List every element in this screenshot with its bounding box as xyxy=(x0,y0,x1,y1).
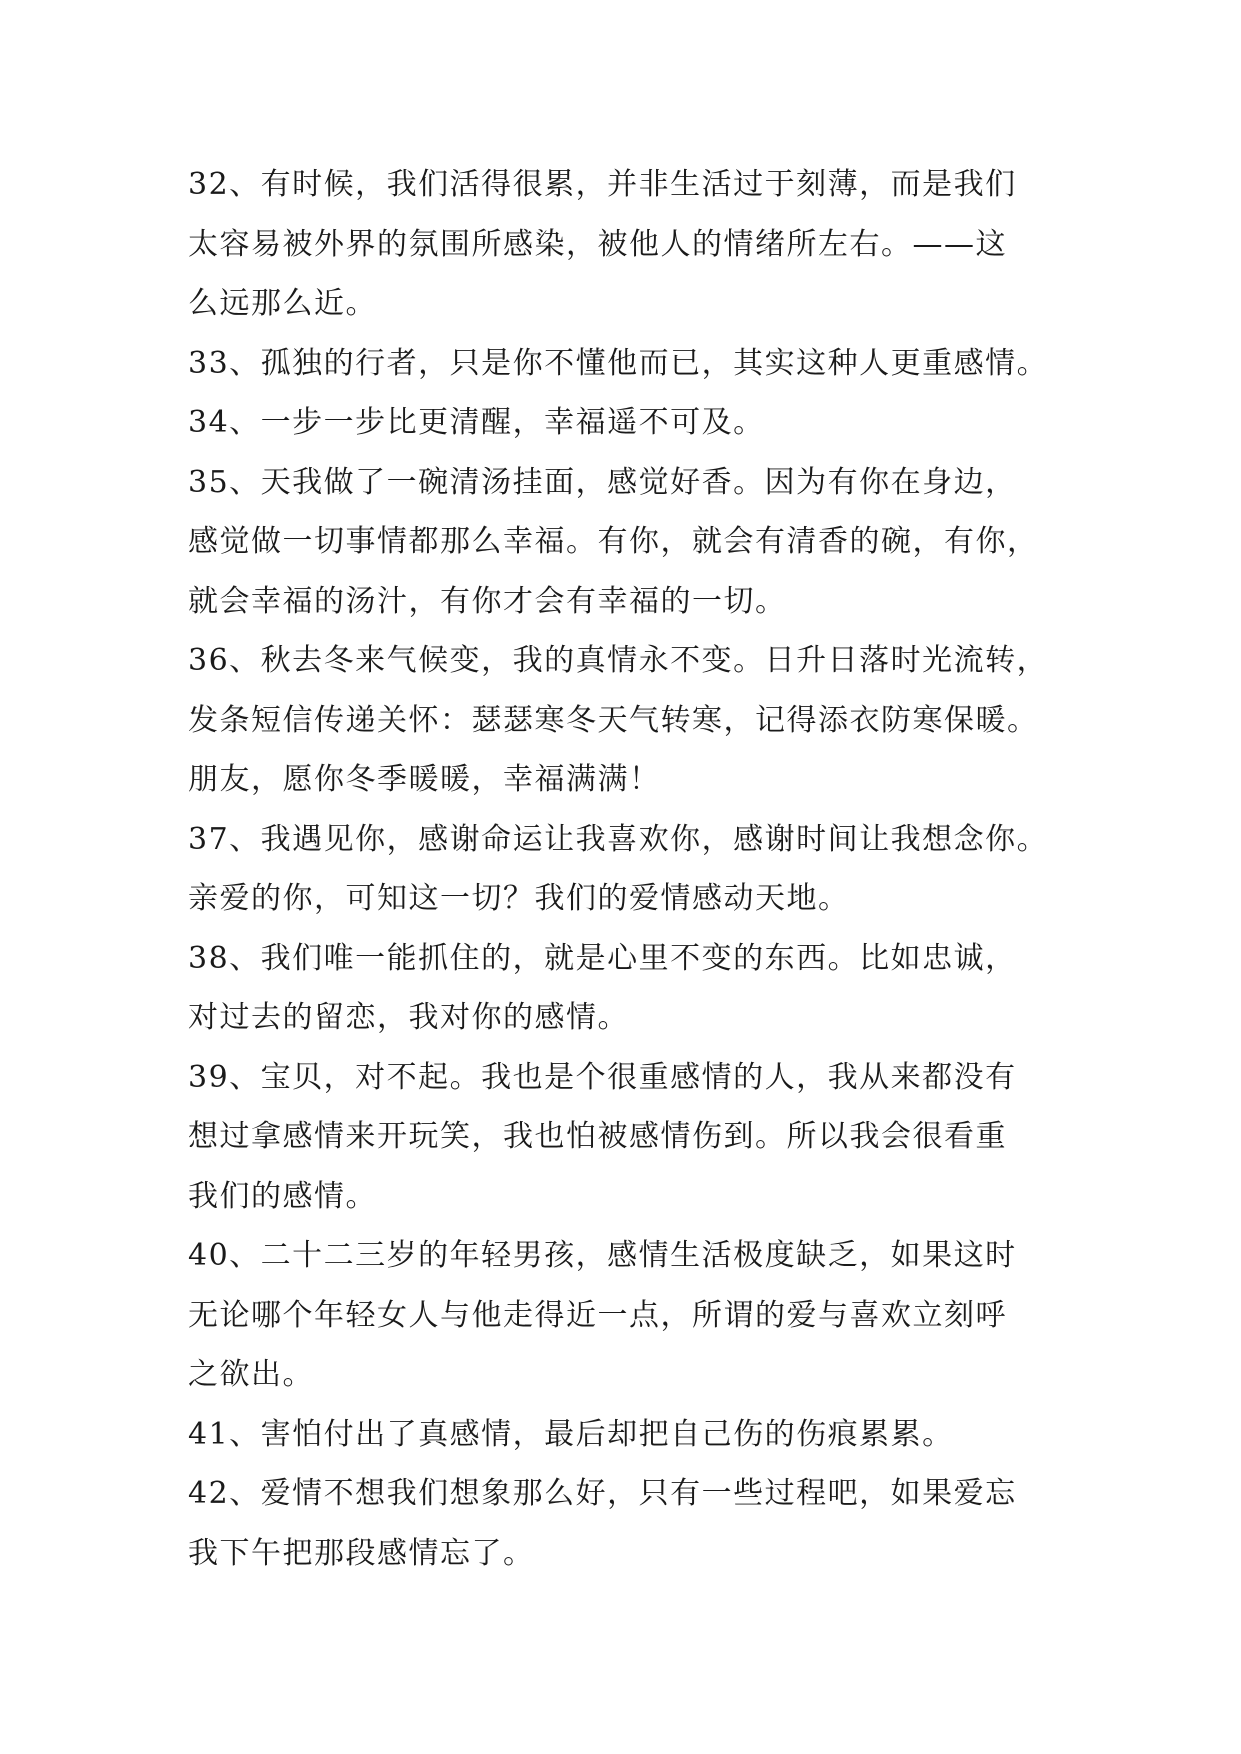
paragraph-34 xyxy=(188,393,1068,453)
text-line: 41、害怕付出了真感情，最后却把自己伤的伤痕累累。 xyxy=(188,1416,954,1452)
text-line: 之欲出。 xyxy=(188,1357,314,1392)
paragraph-41 xyxy=(188,1405,1068,1465)
paragraph-40 xyxy=(188,1226,1068,1405)
paragraph-37 xyxy=(188,810,1068,929)
paragraph-35 xyxy=(188,453,1068,632)
paragraph-42 xyxy=(188,1464,1068,1583)
text-line: 42、爱情不想我们想象那么好，只有一些过程吧，如果爱忘 xyxy=(188,1476,1017,1511)
text-line: 32、有时候，我们活得很累，并非生活过于刻薄，而是我们 xyxy=(188,167,1017,202)
text-line: 39、宝贝，对不起。我也是个很重感情的人，我从来都没有 xyxy=(188,1059,1017,1095)
text-line: 亲爱的你，可知这一切？我们的爱情感动天地。 xyxy=(188,881,850,916)
text-line: 对过去的留恋，我对你的感情。 xyxy=(188,1000,629,1035)
text-line: 33、孤独的行者，只是你不懂他而已，其实这种人更重感情。 xyxy=(188,345,1049,381)
text-line: 么远那么近。 xyxy=(188,286,377,321)
paragraph-38 xyxy=(188,929,1068,1048)
text-line: 38、我们唯一能抓住的，就是心里不变的东西。比如忠诚， xyxy=(188,940,1017,976)
text-line: 发条短信传递关怀：瑟瑟寒冬天气转寒，记得添衣防寒保暖。 xyxy=(188,702,1039,738)
text-line: 37、我遇见你，感谢命运让我喜欢你，感谢时间让我想念你。 xyxy=(188,821,1049,857)
text-line: 35、天我做了一碗清汤挂面，感觉好香。因为有你在身边， xyxy=(188,464,1017,500)
text-line: 朋友，愿你冬季暖暖，幸福满满！ xyxy=(188,762,661,797)
text-line: 想过拿感情来开玩笑，我也怕被感情伤到。所以我会很看重 xyxy=(188,1119,1007,1154)
text-line: 36、秋去冬来气候变，我的真情永不变。日升日落时光流转， xyxy=(188,643,1049,678)
text-line: 就会幸福的汤汁，有你才会有幸福的一切。 xyxy=(188,583,787,619)
paragraph-33 xyxy=(188,334,1068,394)
text-line: 感觉做一切事情都那么幸福。有你，就会有清香的碗，有你， xyxy=(188,524,1039,559)
paragraph-39 xyxy=(188,1048,1068,1227)
paragraph-32 xyxy=(188,155,1068,334)
document-body xyxy=(188,155,1068,1583)
text-line: 34、一步一步比更清醒，幸福遥不可及。 xyxy=(188,405,765,440)
text-line: 40、二十二三岁的年轻男孩，感情生活极度缺乏，如果这时 xyxy=(188,1238,1017,1273)
text-line: 我下午把那段感情忘了。 xyxy=(188,1535,535,1571)
text-line: 太容易被外界的氛围所感染，被他人的情绪所左右。——这 xyxy=(188,226,1007,262)
paragraph-36 xyxy=(188,631,1068,810)
text-line: 我们的感情。 xyxy=(188,1178,377,1214)
text-line: 无论哪个年轻女人与他走得近一点，所谓的爱与喜欢立刻呼 xyxy=(188,1297,1007,1333)
